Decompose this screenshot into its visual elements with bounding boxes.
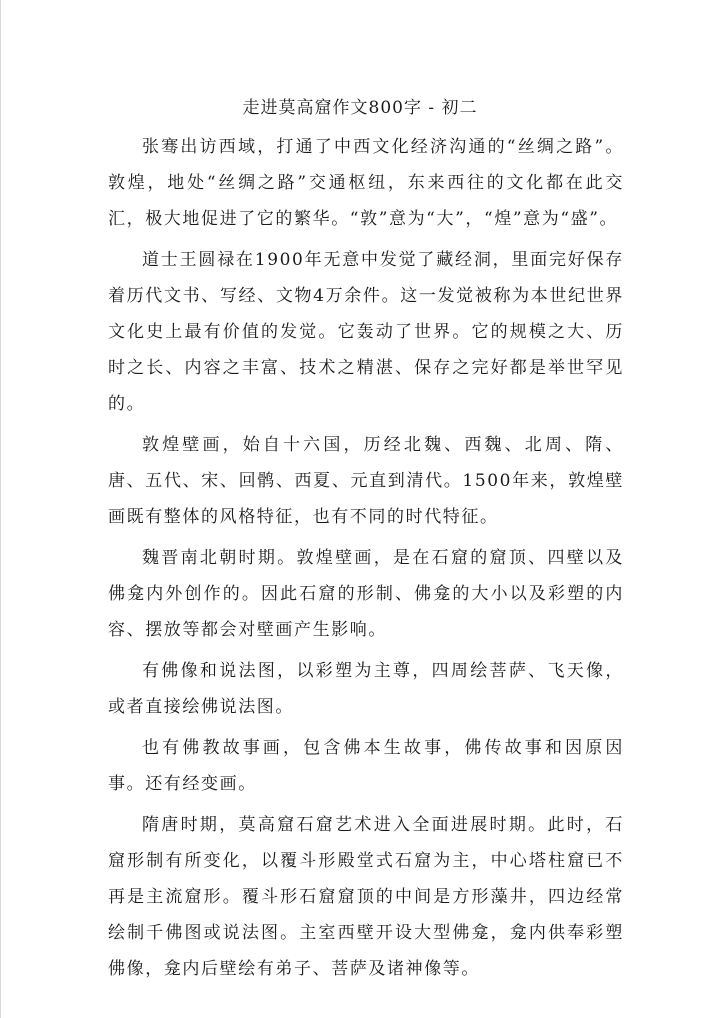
paragraph-buddhist-stories: 也有佛教故事画，包含佛本生故事，佛传故事和因原因事。还有经变画。 [108,738,624,794]
page-left-edge [0,0,1,1018]
paragraph-wei-jin-period: 魏晋南北朝时期。敦煌壁画，是在石窟的窟顶、四壁以及佛龛内外创作的。因此石窟的形制、佛龛的大小以及彩塑的内容、摆放等都会对壁画产生影响。 [108,548,624,640]
document-title: 走进莫高窟作文800字 - 初二 [242,98,478,118]
document-body [108,129,624,992]
paragraph-sui-tang-period: 隋唐时期，莫高窟石窟艺术进入全面进展时期。此时，石窟形制有所变化，以覆斗形殿堂式石窟为主，中心塔柱窟已不再是主流窟形。覆斗形石窟窟顶的中间是方形藻井，四边经常绘制千佛图或说法图。主室西壁开设大型佛龛，龛内供奉彩塑佛像，龛内后壁绘有弟子、菩萨及诸神像等。 [108,815,624,979]
paragraph-library-cave: 道士王圆禄在1900年无意中发觉了藏经洞，里面完好保存着历代文书、写经、文物4万余件。这一发觉被称为本世纪世界文化史上最有价值的发觉。它轰动了世界。它的规模之大、历时之长、内容之丰富、技术之精湛、保存之完好都是举世罕见的。 [108,250,624,414]
paragraph-murals-history: 敦煌壁画，始自十六国，历经北魏、西魏、北周、隋、唐、五代、宋、回鹘、西夏、元直到清代。1500年来，敦煌壁画既有整体的风格特征，也有不同的时代特征。 [108,435,624,527]
paragraph-silk-road: 张骞出访西域，打通了中西文化经济沟通的“丝绸之路”。敦煌，地处“丝绸之路”交通枢纽，东来西往的文化都在此交汇，极大地促进了它的繁华。“敦”意为“大”，“煌”意为“盛”。 [108,137,624,229]
paragraph-buddha-images: 有佛像和说法图，以彩塑为主尊，四周绘菩萨、飞天像，或者直接绘佛说法图。 [108,661,624,717]
